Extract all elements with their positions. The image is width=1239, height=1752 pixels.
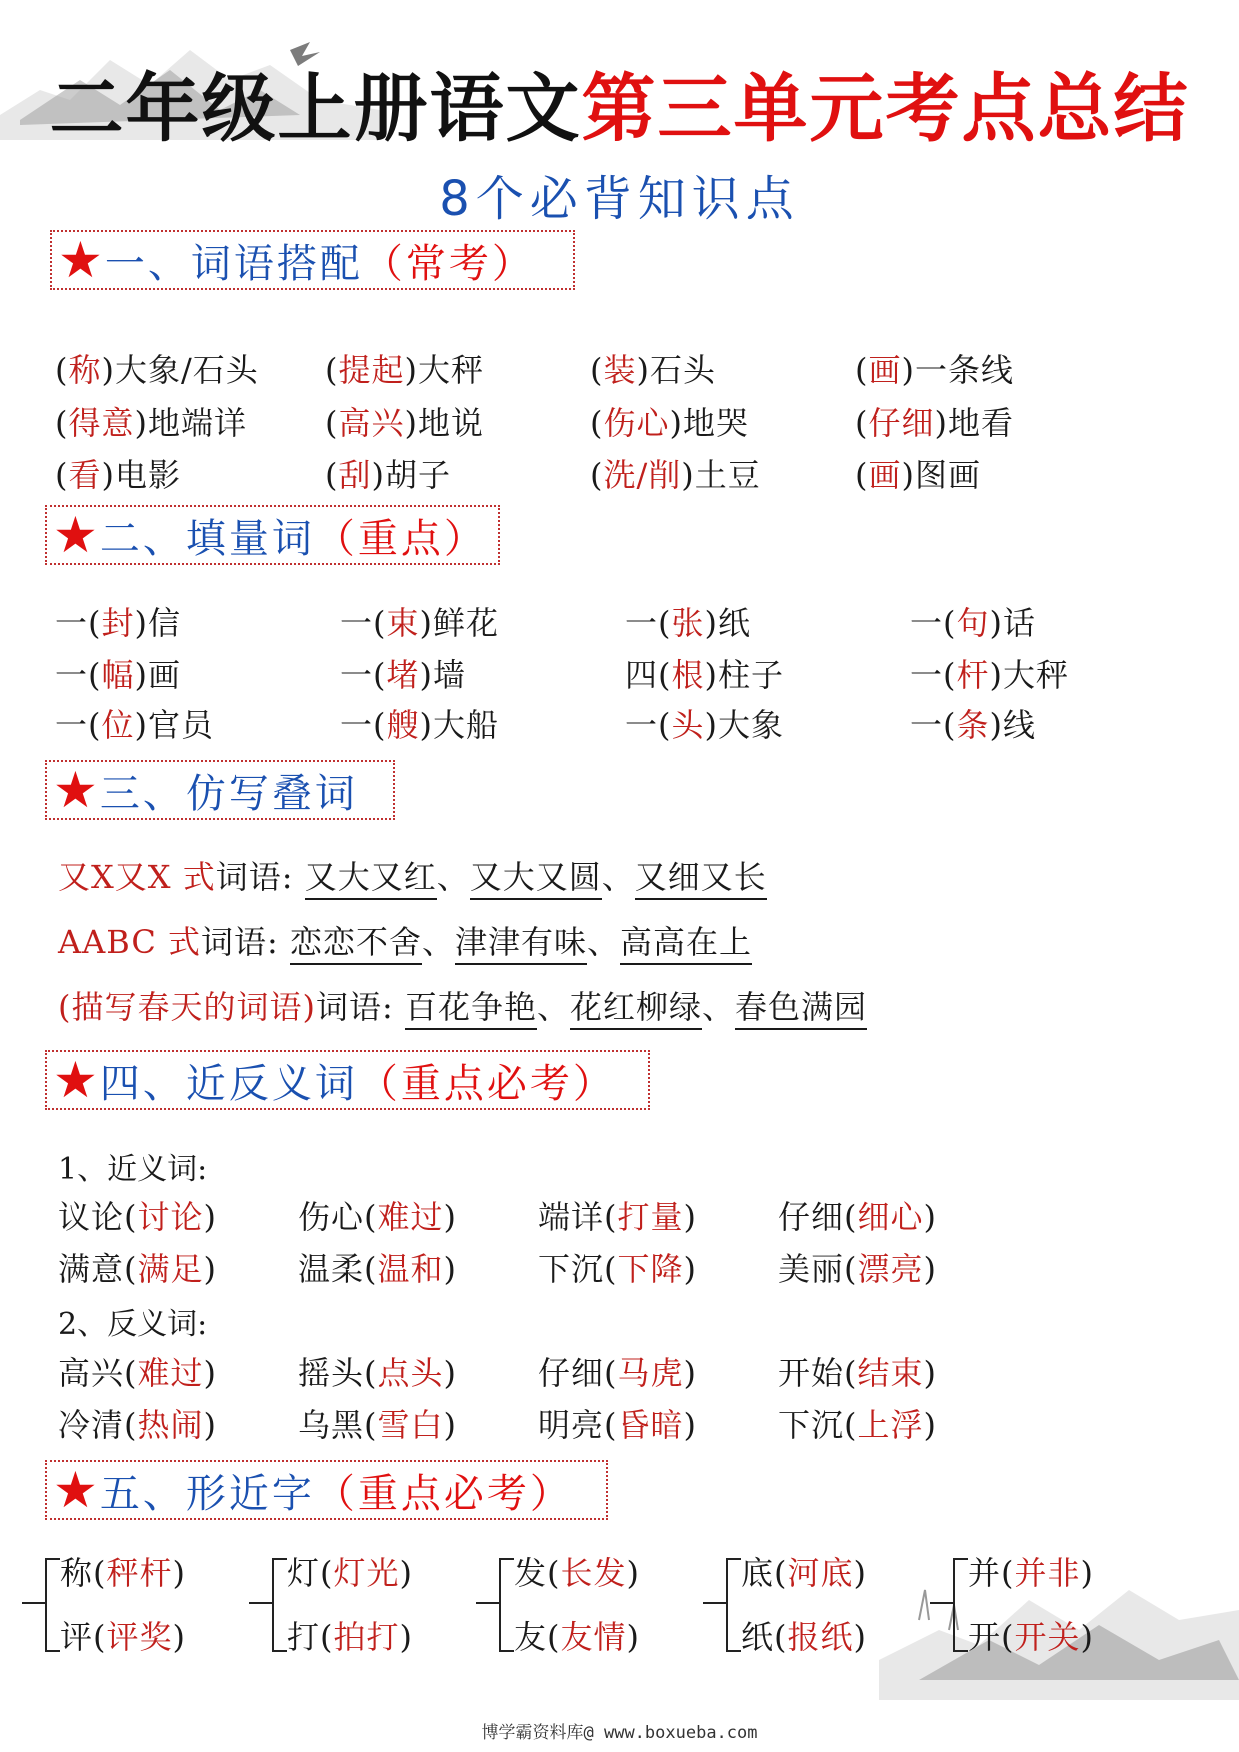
list-item: 一(束)鲜花 [340,604,500,642]
list-item: 灯(灯光) [287,1554,413,1592]
list-item: 一(封)信 [55,604,182,642]
list-item: (仔细)地看 [855,404,1014,442]
reduplication-row: 又X又X 式词语: 又大又红、又大又圆、又细又长 [58,852,767,898]
list-item: 满意(满足) [58,1250,217,1288]
list-item: 下沉(下降) [538,1250,697,1288]
list-item: 端详(打量) [538,1198,697,1236]
section-title: 一、词语搭配 [104,240,363,287]
list-item: 发(长发) [514,1554,640,1592]
reduplication-row: AABC 式词语: 恋恋不舍、津津有味、高高在上 [58,917,752,963]
list-item: 友(友情) [514,1618,640,1656]
list-item: 高兴(难过) [58,1354,217,1392]
list-item: 一(头)大象 [625,706,785,744]
list-item: 冷清(热闹) [58,1406,217,1444]
section-note: （重点） [314,515,487,562]
title-grade: 二年级上册语文 [49,66,582,152]
list-item: (洗/削)土豆 [590,456,761,494]
section-heading-4 [45,1050,650,1110]
reduplication-row: (描写春天的词语)词语: 百花争艳、花红柳绿、春色满园 [58,982,867,1028]
list-item: 美丽(漂亮) [778,1250,937,1288]
list-item: 开(开关) [968,1618,1094,1656]
list-item: 一(堵)墙 [340,656,467,694]
list-item: (提起)大秤 [325,351,484,389]
section-title: 四、近反义词 [99,1060,358,1107]
list-item: 并(并非) [968,1554,1094,1592]
list-item: 仔细(细心) [778,1198,937,1236]
antonym-label: 2、反义词: [58,1307,208,1342]
list-item: 底(河底) [741,1554,867,1592]
section-note: （常考） [362,240,535,287]
section-title: 五、形近字 [99,1470,315,1517]
section-note: （重点必考） [314,1470,573,1517]
list-item: 温柔(温和) [298,1250,457,1288]
star-icon: ★ [53,506,98,564]
section-title: 二、填量词 [99,515,315,562]
list-item: (刮)胡子 [325,456,451,494]
list-item: 一(位)官员 [55,706,215,744]
list-item: (装)石头 [590,351,716,389]
title-unit: 第三单元考点总结 [581,66,1190,152]
list-item: 一(条)线 [910,706,1037,744]
list-item: 一(艘)大船 [340,706,500,744]
list-item: (看)电影 [55,456,181,494]
star-icon: ★ [58,231,103,289]
list-item: 一(张)纸 [625,604,752,642]
list-item: (画)一条线 [855,351,1014,389]
section-title: 三、仿写叠词 [99,770,358,817]
list-item: 议论(讨论) [58,1198,217,1236]
list-item: 评(评奖) [60,1618,186,1656]
list-item: 一(句)话 [910,604,1037,642]
list-item: 明亮(昏暗) [538,1406,697,1444]
star-icon: ★ [53,761,98,819]
section-heading-5 [45,1460,608,1520]
page-title [0,50,1239,156]
list-item: (高兴)地说 [325,404,484,442]
list-item: 纸(报纸) [741,1618,867,1656]
section-heading-1 [50,230,575,290]
section-note: （重点必考） [357,1060,616,1107]
page-subtitle: 8个必背知识点 [439,171,800,227]
list-item: 伤心(难过) [298,1198,457,1236]
synonym-label: 1、近义词: [58,1152,208,1187]
section-heading-3 [45,760,395,820]
list-item: 开始(结束) [778,1354,937,1392]
list-item: (得意)地端详 [55,404,247,442]
list-item: 摇头(点头) [298,1354,457,1392]
list-item: 下沉(上浮) [778,1406,937,1444]
section-heading-2 [45,505,500,565]
list-item: 一(幅)画 [55,656,182,694]
watermark-footer: 博学霸资料库@ www.boxueba.com [481,1723,758,1743]
list-item: 乌黑(雪白) [298,1406,457,1444]
list-item: (称)大象/石头 [55,351,259,389]
list-item: 称(秤杆) [60,1554,186,1592]
list-item: (伤心)地哭 [590,404,749,442]
list-item: 打(拍打) [287,1618,413,1656]
star-icon: ★ [53,1461,98,1519]
list-item: 仔细(马虎) [538,1354,697,1392]
list-item: (画)图画 [855,456,981,494]
star-icon: ★ [53,1051,98,1109]
list-item: 四(根)柱子 [625,656,785,694]
list-item: 一(杆)大秤 [910,656,1070,694]
